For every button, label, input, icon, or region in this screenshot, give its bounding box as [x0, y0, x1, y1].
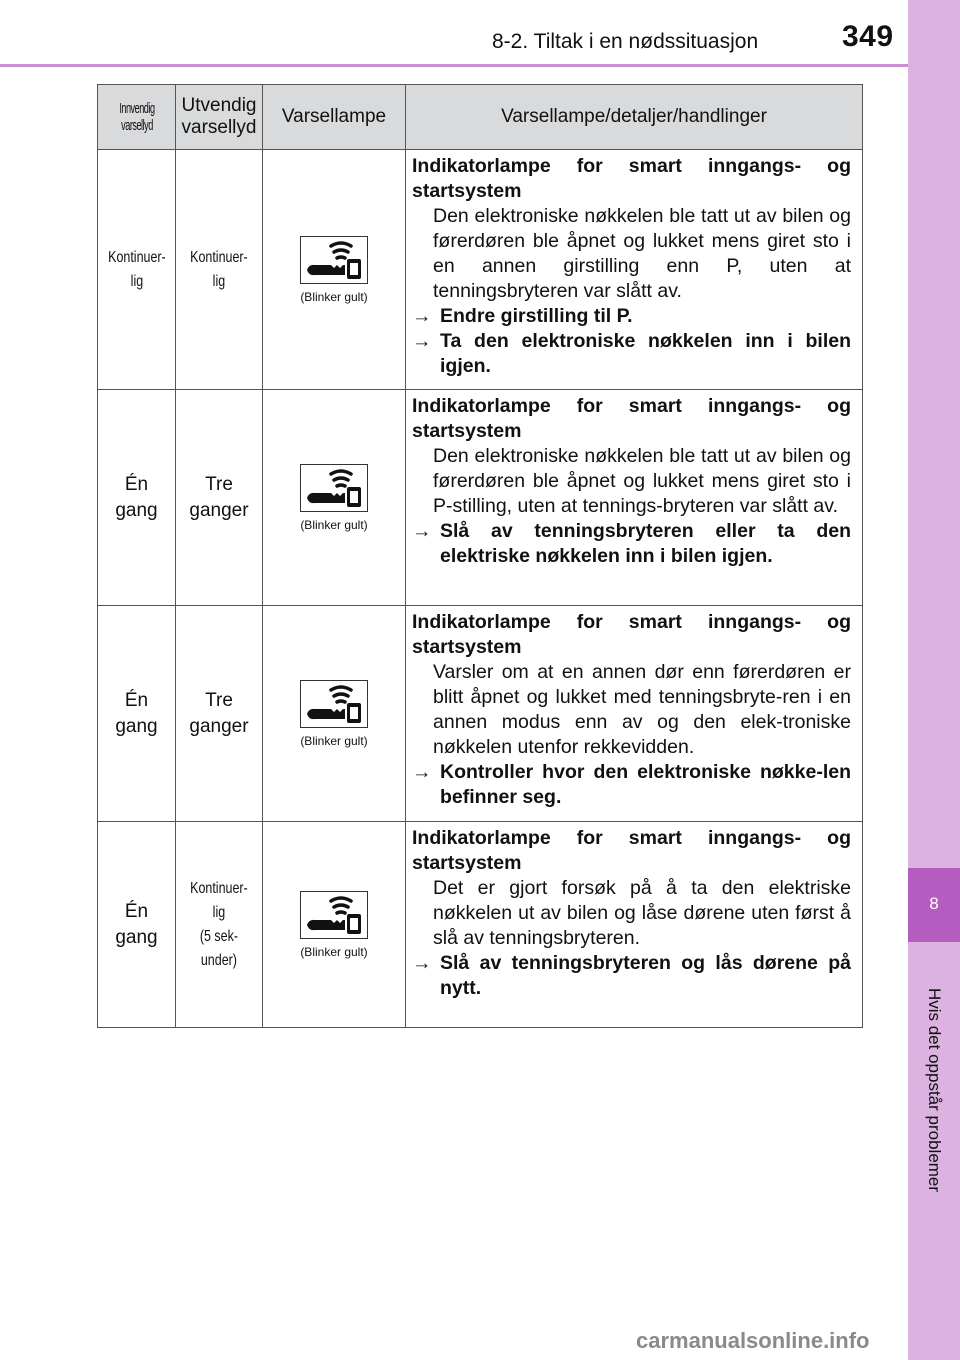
table-row: [98, 606, 863, 822]
arrow-right-icon: →: [412, 330, 432, 352]
arrow-right-icon: →: [412, 520, 432, 542]
inner-sound-cell: Én gang: [98, 822, 176, 1028]
header-lamp: Varsellampe: [263, 85, 406, 150]
arrow-right-icon: →: [412, 761, 432, 783]
table-row: [98, 822, 863, 1028]
chapter-number: 8: [929, 894, 939, 913]
details-cell: [406, 390, 863, 606]
header-rule: [0, 64, 908, 67]
indicator-description: Den elektroniske nøkkelen ble tatt ut av bilen og førerdøren ble åpnet og lukket mens giret sto i en annen girstilling enn P, uten at tenningsbryteren var slått av.: [433, 205, 851, 302]
lamp-cell: [263, 822, 406, 1028]
smart-key-indicator-icon: [300, 464, 368, 512]
lamp-cell: [263, 390, 406, 606]
action-item: → Kontroller hvor den elektroniske nøkke-len befinner seg.: [412, 761, 851, 808]
indicator-description: Den elektroniske nøkkelen ble tatt ut av bilen og førerdøren ble åpnet og lukket mens giret sto i P-stilling, uten at tennings-bryteren var slått av.: [433, 445, 851, 517]
watermark: carmanualsonline.info: [636, 1328, 870, 1353]
header-outer-sound: Utvendig varsellyd: [176, 85, 263, 150]
details-cell: [406, 822, 863, 1028]
action-item: → Ta den elektroniske nøkkelen inn i bilen igjen.: [412, 330, 851, 377]
chapter-number-tab[interactable]: [908, 868, 960, 942]
outer-sound-cell: Kontinuer- lig (5 sek- under): [176, 822, 263, 1028]
arrow-right-icon: →: [412, 305, 432, 327]
header-inner-sound: Innvendig varsellyd: [98, 85, 176, 150]
indicator-description: Det er gjort forsøk på å ta den elektriske nøkkelen ut av bilen og låse dørene uten først å slå av tenningsbryteren.: [433, 877, 851, 949]
lamp-cell: [263, 606, 406, 822]
indicator-title: Indikatorlampe for smart inngangs- og startsystem: [412, 395, 851, 442]
smart-key-indicator-icon: [300, 236, 368, 284]
action-item: → Endre girstilling til P.: [412, 305, 633, 327]
warning-table: [97, 84, 863, 1028]
indicator-title: Indikatorlampe for smart inngangs- og startsystem: [412, 827, 851, 874]
table-body: [98, 150, 863, 1028]
outer-sound-cell: Kontinuer- lig: [176, 150, 263, 390]
action-item: → Slå av tenningsbryteren og lås dørene på nytt.: [412, 952, 851, 999]
lamp-note: (Blinker gult): [300, 517, 368, 532]
table-row: [98, 390, 863, 606]
inner-sound-cell: Kontinuer- lig: [98, 150, 176, 390]
outer-sound-cell: Tre ganger: [176, 606, 263, 822]
lamp-cell: [263, 150, 406, 390]
chapter-name: Hvis det oppstår problemer: [925, 987, 944, 1193]
indicator-title: Indikatorlampe for smart inngangs- og startsystem: [412, 155, 851, 202]
details-cell: [406, 150, 863, 390]
smart-key-indicator-icon: [300, 891, 368, 939]
arrow-right-icon: →: [412, 952, 432, 974]
inner-sound-cell: Én gang: [98, 606, 176, 822]
lamp-note: (Blinker gult): [300, 733, 368, 748]
inner-sound-cell: Én gang: [98, 390, 176, 606]
indicator-description: Varsler om at en annen dør enn førerdøren er blitt åpnet og lukket med tenningsbryte-ren i en annen modus enn av og den elek-troniske nøkkelen utenfor rekkevidden.: [433, 661, 851, 758]
table-header-row: [98, 85, 863, 150]
lamp-note: (Blinker gult): [300, 289, 368, 304]
outer-sound-cell: Tre ganger: [176, 390, 263, 606]
page-number: 349: [842, 20, 894, 53]
action-item: → Slå av tenningsbryteren eller ta den elektriske nøkkelen inn i bilen igjen.: [412, 520, 851, 567]
details-cell: [406, 606, 863, 822]
smart-key-indicator-icon: [300, 680, 368, 728]
indicator-title: Indikatorlampe for smart inngangs- og startsystem: [412, 611, 851, 658]
header-details: Varsellampe/detaljer/handlinger: [406, 85, 863, 150]
table-row: [98, 150, 863, 390]
section-title: 8-2. Tiltak i en nødssituasjon: [492, 30, 759, 53]
lamp-note: (Blinker gult): [300, 944, 368, 959]
